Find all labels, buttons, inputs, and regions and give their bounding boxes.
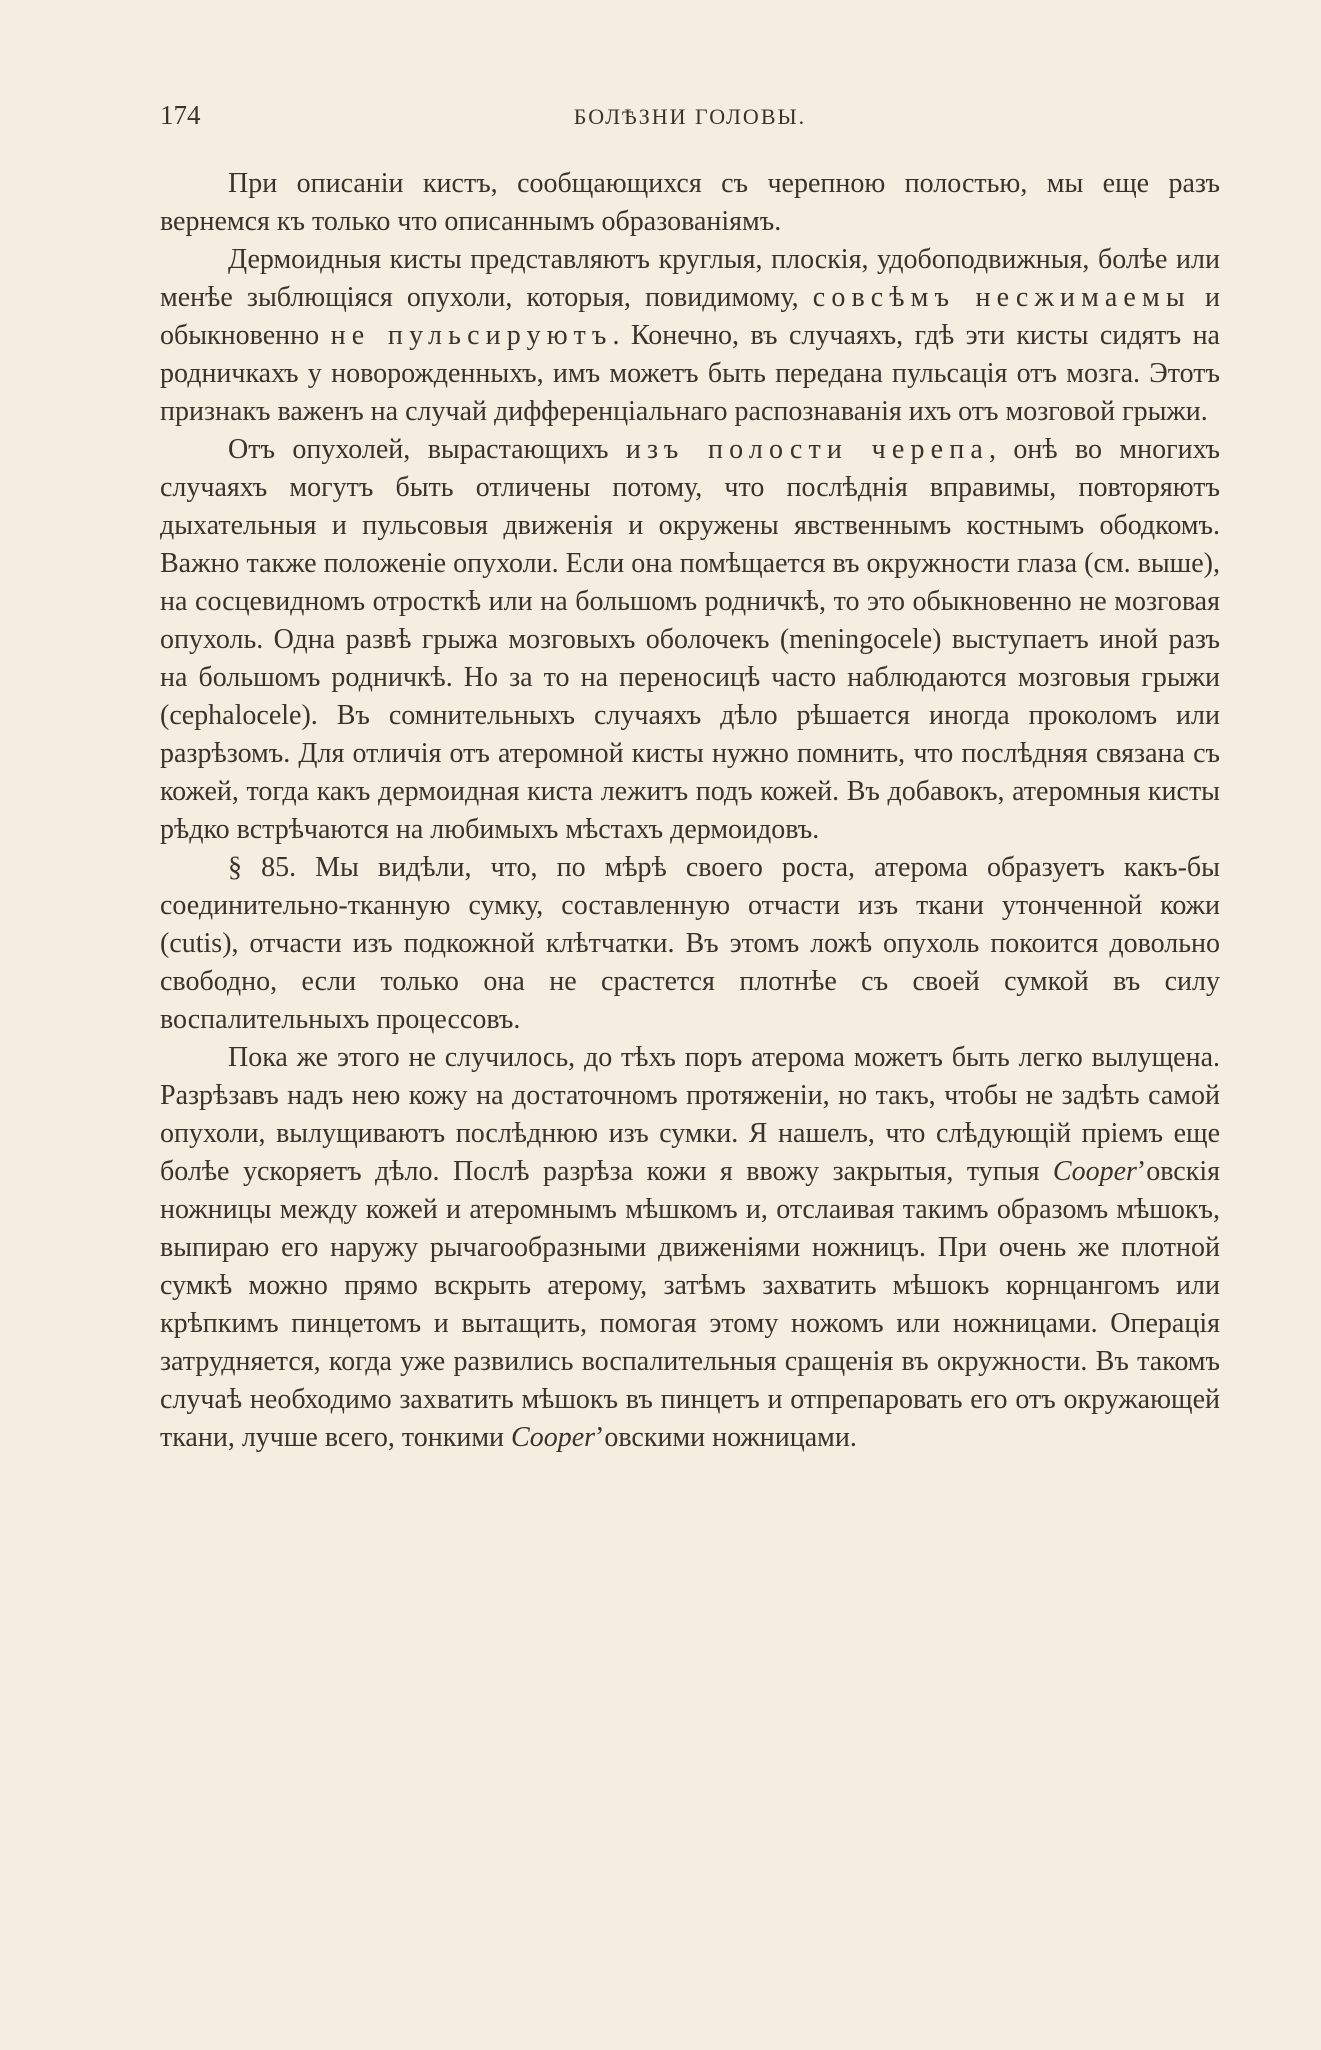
text-run: ’овскими ножницами. bbox=[595, 1422, 857, 1453]
paragraph bbox=[160, 165, 1220, 241]
page-number: 174 bbox=[160, 100, 201, 130]
text-run: Дермоидныя кисты представляютъ круглыя, плоскія, удобоподвижныя, болѣе или менѣе зыблющіяся опухоли, которыя, повидимому, bbox=[160, 244, 1220, 313]
text-run: . Конечно, въ случаяхъ, гдѣ эти кисты сидятъ на родничкахъ у новорожденныхъ, имъ можетъ быть передана пульсація отъ мозга. Этотъ признакъ важенъ на случай дифференціальнаго распознаванія ихъ отъ мозговой грыжи. bbox=[160, 320, 1220, 427]
text-run: изъ полости черепа bbox=[625, 434, 989, 465]
paragraph bbox=[160, 431, 1220, 849]
text-run: Cooper bbox=[1052, 1156, 1137, 1187]
paragraph bbox=[160, 1039, 1220, 1457]
paragraph bbox=[160, 241, 1220, 431]
text-run: , онѣ во многихъ случаяхъ могутъ быть отличены потому, что послѣднія вправимы, повторяютъ дыхательныя и пульсовыя движенія и окружены явственнымъ костнымъ ободкомъ. Важно также положеніе опухоли. Если она помѣщается въ окружности глаза (см. выше), на сосцевидномъ отросткѣ или на большомъ родничкѣ, то это обыкновенно не мозговая опухоль. Одна развѣ грыжа мозговыхъ оболочекъ (meningocele) выступаетъ иной разъ на большомъ родничкѣ. Но за то на переносицѣ часто наблюдаются мозговыя грыжи (cephalocele). Въ сомнительныхъ случаяхъ дѣло рѣшается иногда проколомъ или разрѣзомъ. Для отличія отъ атеромной кисты нужно помнить, что послѣдняя связана съ кожей, тогда какъ дермоидная киста лежитъ подъ кожей. Въ добавокъ, атеромныя кисты рѣдко встрѣчаются на любимыхъ мѣстахъ дермоидовъ. bbox=[160, 434, 1220, 845]
text-run: ’овскія ножницы между кожей и атеромнымъ мѣшкомъ и, отслаивая такимъ образомъ мѣшокъ, выпираю его наружу рычагообразными движеніями ножницъ. При очень же плотной сумкѣ можно прямо вскрыть атерому, затѣмъ захватить мѣшокъ корнцангомъ или крѣпкимъ пинцетомъ и вытащить, помогая этому ножомъ или ножницами. Операція затрудняется, когда уже развились воспалительныя сращенія въ окружности. Въ такомъ случаѣ необходимо захватить мѣшокъ въ пинцетъ и отпрепаровать его отъ окружающей ткани, лучше всего, тонкими bbox=[160, 1156, 1220, 1453]
text-run: § 85. Мы видѣли, что, по мѣрѣ своего роста, атерома образуетъ какъ-бы соединительно-тканную сумку, составленную отчасти изъ ткани утонченной кожи (cutis), отчасти изъ подкожной клѣтчатки. Въ этомъ ложѣ опухоль покоится довольно свободно, если только она не срастется плотнѣе съ своей сумкой въ силу воспалительныхъ процессовъ. bbox=[160, 852, 1220, 1035]
body-text bbox=[160, 165, 1220, 1457]
text-run: и обыкновенно bbox=[160, 282, 1221, 351]
text-run: При описаніи кистъ, сообщающихся съ черепною полостью, мы еще разъ вернемся къ только что описаннымъ образованіямъ. bbox=[160, 168, 1220, 237]
page-header bbox=[160, 100, 1220, 140]
text-run: Пока же этого не случилось, до тѣхъ поръ атерома можетъ быть легко вылущена. Разрѣзавъ надъ нею кожу на достаточномъ протяженіи, но такъ, чтобы не задѣть самой опухоли, вылущиваютъ послѣднюю изъ сумки. Я нашелъ, что слѣдующій пріемъ еще болѣе ускоряетъ дѣло. Послѣ разрѣза кожи я ввожу закрытыя, тупыя bbox=[160, 1042, 1220, 1187]
text-run: не пульсируютъ bbox=[330, 320, 613, 351]
text-run: совсѣмъ несжимаемы bbox=[812, 282, 1191, 313]
paragraph bbox=[160, 849, 1220, 1039]
text-run: Cooper bbox=[511, 1422, 596, 1453]
running-title: БОЛѢЗНИ ГОЛОВЫ. bbox=[573, 104, 807, 129]
text-run: Отъ опухолей, вырастающихъ bbox=[228, 434, 626, 465]
